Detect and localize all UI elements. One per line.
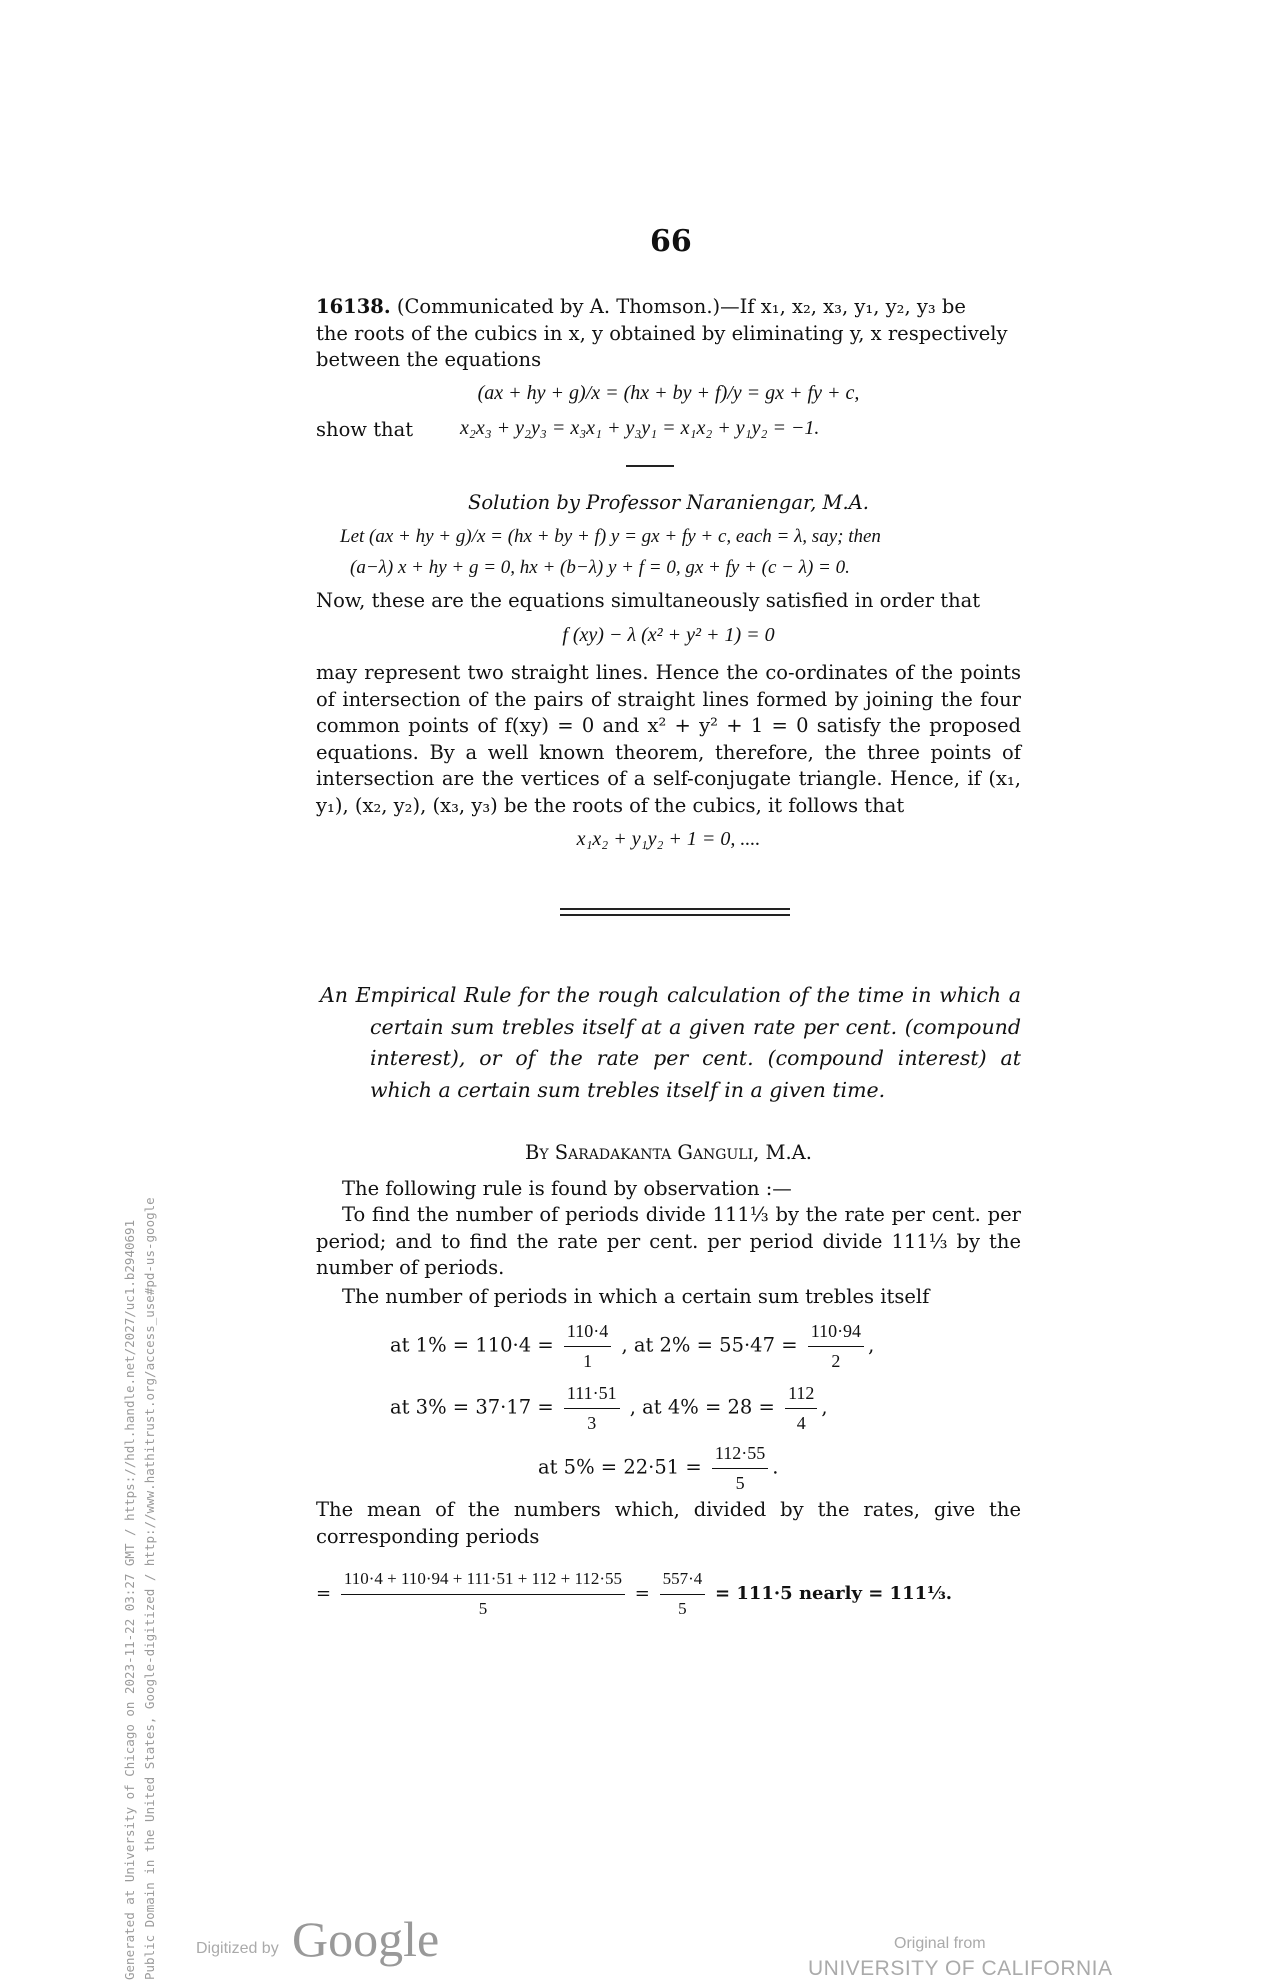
mean-fraction (341, 1566, 625, 1622)
rate-4-text: , at 4% = 28 = (629, 1395, 775, 1419)
rate-3-fraction (564, 1380, 620, 1436)
watermark-line-2: Public Domain in the United States, Google-digitized / http://www.hathitrust.org/access_use#pd-us-google (142, 1197, 157, 1980)
google-logo: Google (292, 1911, 440, 1967)
solution-body: may represent two straight lines. Hence the co-ordinates of the points of intersection of the pairs of straight lines formed by joining the four common points of f(xy) = 0 and x² + y² + 1 = 0 satisfy the proposed equations. By a well known theorem, therefore, the three points of intersection are the vertices of a self-conjugate triangle. Hence, if (x₁, y₁), (x₂, y₂), (x₃, y₃) be the roots of the cubics, it follows that (316, 661, 1021, 817)
short-divider (626, 465, 674, 467)
solution-final: x₁x₂ + y₁y₂ + 1 = 0, .... (576, 828, 761, 850)
problem-communicated: (Communicated by A. Thomson.)—If x₁, x₂, x₃, y₁, y₂, y₃ be (396, 295, 966, 318)
rate-2-text: , at 2% = 55·47 = (621, 1333, 798, 1357)
page-number: 66 (650, 224, 692, 259)
problem-line-2: the roots of the cubics in x, y obtained by eliminating y, x respectively (316, 321, 1008, 345)
problem-number: 16138. (316, 295, 391, 318)
rate-5-den: 5 (735, 1472, 745, 1493)
rate-1-fraction (564, 1318, 611, 1374)
problem-result: x₂x₃ + y₂y₃ = x₃x₁ + y₃y₁ = x₁x₂ + y₁y₂ = −1. (460, 417, 820, 439)
rate-row-3: at 5% = 22·51 = $\frac{112\cdot 55}{5}$ . (538, 1440, 978, 1496)
rate-3-num: 111·51 (564, 1380, 620, 1409)
original-from: Original from (894, 1935, 986, 1952)
mean-equals: = (316, 1583, 332, 1604)
rate-5-fraction (712, 1440, 768, 1496)
problem-block (316, 294, 1021, 374)
mean-den-2: 5 (678, 1598, 687, 1618)
article-p3: The number of periods in which a certain sum trebles itself (342, 1285, 930, 1308)
hathitrust-watermark (120, 580, 160, 1980)
article-title: An Empirical Rule for the rough calculation of the time in which a certain sum trebles itself at a given rate per cent. (compound interest), or of the rate per cent. (compound interest) at which a certain sum trebles itself in a given time. (320, 983, 1021, 1102)
solution-line-3: Now, these are the equations simultaneously satisfied in order that (316, 589, 981, 612)
rate-4-fraction (785, 1380, 817, 1436)
rate-4-num: 112 (785, 1380, 817, 1409)
rate-3-text: at 3% = 37·17 = (390, 1395, 554, 1419)
mean-num-2: 557·4 (660, 1566, 706, 1595)
rate-5-text: at 5% = 22·51 = (538, 1455, 702, 1479)
rate-2-fraction (808, 1318, 864, 1374)
rate-row-2: at 3% = 37·17 = $\frac{111\cdot 51}{3}$ , at 4% = 28 = $\frac{112}{4}$ , (390, 1380, 1030, 1436)
problem-show-label: show that (316, 418, 414, 441)
double-divider-top (560, 908, 790, 910)
problem-line-1 (316, 294, 1021, 321)
rate-2-den: 2 (831, 1350, 841, 1371)
rate-2-num: 110·94 (808, 1318, 864, 1347)
solution-line-1: Let (ax + hy + g)/x = (hx + by + f) y = gx + fy + c, each = λ, say; then (340, 526, 881, 547)
double-divider-bottom (560, 914, 790, 916)
rate-3-den: 3 (587, 1412, 597, 1433)
rate-5-num: 112·55 (712, 1440, 768, 1469)
mean-den: 5 (478, 1598, 488, 1618)
problem-equation: (ax + hy + g)/x = (hx + by + f)/y = gx + fy + c, (477, 382, 860, 404)
article-byline: By Saradakanta Ganguli, M.A. (525, 1141, 812, 1164)
article-p4: The mean of the numbers which, divided by the rates, give the corresponding periods (316, 1498, 1021, 1548)
rate-1-text: at 1% = 110·4 = (390, 1333, 554, 1357)
mean-num: 110·4 + 110·94 + 111·51 + 112 + 112·55 (341, 1566, 625, 1595)
rate-1-num: 110·4 (564, 1318, 611, 1347)
mean-fraction-2 (660, 1566, 706, 1622)
solution-line-2: (a−λ) x + hy + g = 0, hx + (b−λ) y + f = 0, gx + fy + (c − λ) = 0. (350, 557, 850, 578)
mean-equation: = $\frac{110\cdot 4 + 110\cdot 94 + 111\cdot 51 + 112 + 112\cdot 55}{5}$ = $\frac{557\cdot 4}{5}$ = 111·5 nearly = 111⅓. (316, 1566, 1036, 1622)
article-p1: The following rule is found by observation :— (342, 1177, 792, 1200)
institution: UNIVERSITY OF CALIFORNIA (808, 1957, 1113, 1980)
article-p2: To find the number of periods divide 111⅓ by the rate per cent. per period; and to find the rate per cent. per period divide 111⅓ by the number of periods. (316, 1203, 1021, 1279)
mean-result: = 111·5 nearly = 111⅓. (714, 1583, 953, 1604)
solution-heading: Solution by Professor Naraniengar, M.A. (467, 491, 870, 514)
rate-1-den: 1 (583, 1350, 593, 1371)
digitized-by: Digitized by (196, 1940, 279, 1957)
rate-4-den: 4 (796, 1412, 806, 1433)
solution-equation: f (xy) − λ (x² + y² + 1) = 0 (562, 624, 775, 646)
problem-line-3: between the equations (316, 348, 542, 371)
rate-row-1: at 1% = 110·4 = $\frac{110\cdot 4}{1}$ , at 2% = 55·47 = $\frac{110\cdot 94}{2}$ , (390, 1318, 1030, 1374)
watermark-line-1: Generated at University of Chicago on 2023-11-22 03:27 GMT / https://hdl.handle.net/2027/uc1.b2940691 (122, 1219, 137, 1980)
